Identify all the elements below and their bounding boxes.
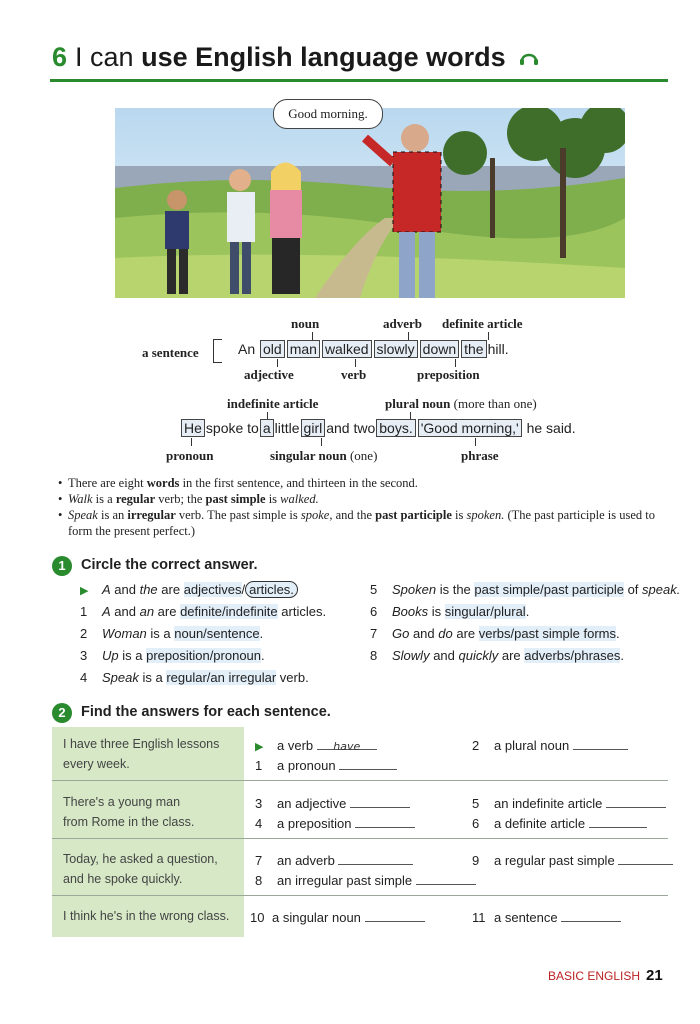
answer-item: 9 a regular past simple: [472, 853, 673, 868]
label-definite-article: definite article: [442, 316, 523, 331]
unit-number: 6: [52, 42, 68, 72]
answer-item: 5 an indefinite article: [472, 796, 666, 811]
sentence-row-2: There's a young man from Rome in the class.: [63, 795, 195, 829]
exercise-1-item: 8 Slowly and quickly are adverbs/phrases.: [370, 648, 625, 663]
row-divider: [52, 838, 668, 839]
label-preposition: preposition: [417, 367, 480, 382]
label-indefinite-article: indefinite article: [227, 396, 319, 411]
label-adjective: adjective: [244, 367, 294, 382]
circled-answer[interactable]: articles.: [245, 581, 298, 598]
answer-item: 7 an adverb: [255, 853, 413, 868]
note-item: • Speak is an irregular verb. The past simple is spoke, and the past participle is spoken. (The past participle is used to form the present perfect.): [58, 507, 658, 539]
title-light: I can: [75, 42, 134, 72]
row-divider: [52, 780, 668, 781]
speech-bubble: Good morning.: [273, 99, 383, 129]
row-divider: [52, 895, 668, 896]
answer-blank[interactable]: [339, 758, 397, 770]
answer-blank[interactable]: [573, 738, 628, 750]
label-adverb: adverb: [383, 316, 422, 331]
answer-item: 2 a plural noun: [472, 738, 628, 753]
sentence-label: a sentence: [142, 345, 199, 360]
exercise-1-example: ▶ A and the are adjectives/ articles.: [80, 582, 298, 597]
title-bold: use English language words: [141, 42, 506, 72]
answer-item: 3 an adjective: [255, 796, 410, 811]
label-noun: noun: [291, 316, 320, 331]
answer-item: 4 a preposition: [255, 816, 415, 831]
exercise-1-item: 1 A and an are definite/indefinite articles.: [80, 604, 327, 619]
answer-options[interactable]: verbs/past simple forms: [478, 626, 617, 641]
note-item: • There are eight words in the first sentence, and thirteen in the second.: [58, 475, 658, 491]
book-title: BASIC ENGLISH: [548, 969, 641, 983]
answer-blank[interactable]: [365, 910, 425, 922]
exercise-1-item: 3 Up is a preposition/pronoun.: [80, 648, 265, 663]
sentence-row-1: I have three English lessons every week.: [63, 737, 220, 771]
label-verb: verb: [341, 367, 367, 382]
sentence-2: He spoke to a little girl and two boys. 'Good morning,' he said.: [180, 420, 576, 436]
park-illustration: [115, 108, 625, 298]
label-singular-noun: singular noun (one): [270, 448, 378, 463]
label-phrase: phrase: [461, 448, 499, 463]
exercise-1-heading: Circle the correct answer.: [81, 557, 258, 573]
exercise-2-badge: 2: [52, 703, 72, 723]
sentence-1: An old man walked slowly down the hill.: [238, 341, 509, 357]
play-arrow-icon: ▶: [255, 741, 264, 753]
answer-item: 11 a sentence: [472, 910, 621, 925]
answer-item: 10 a singular noun: [250, 910, 425, 925]
exercise-1-item: 7 Go and do are verbs/past simple forms.: [370, 626, 620, 641]
answer-item: 8 an irregular past simple: [255, 873, 476, 888]
sentence-row-3: Today, he asked a question, and he spoke quickly.: [63, 852, 218, 886]
note-item: • Walk is a regular verb; the past simple is walked.: [58, 491, 658, 507]
exercise-1-item: 6 Books is singular/plural.: [370, 604, 530, 619]
answer-blank[interactable]: [606, 796, 666, 808]
answer-blank[interactable]: [618, 853, 673, 865]
answer-options[interactable]: adverbs/phrases: [524, 648, 621, 663]
exercise-1-item: 5 Spoken is the past simple/past participle of speak.: [370, 582, 681, 597]
exercise-1-badge: 1: [52, 556, 72, 576]
title-divider: [50, 79, 668, 82]
sentence-bracket: [213, 339, 222, 363]
answer-options[interactable]: noun/sentence: [174, 626, 260, 641]
page-title: [52, 42, 539, 74]
answer-item: 6 a definite article: [472, 816, 647, 831]
answer-options[interactable]: regular/an irregular: [166, 670, 277, 685]
exercise-1-item: 4 Speak is a regular/an irregular verb.: [80, 670, 309, 685]
girl-figure: [270, 163, 302, 295]
answer-blank[interactable]: [350, 796, 410, 808]
label-plural-noun: plural noun (more than one): [385, 396, 537, 411]
sentence-row-4: I think he's in the wrong class.: [63, 909, 230, 923]
exercise-1-item: 2 Woman is a noun/sentence.: [80, 626, 264, 641]
answer-blank[interactable]: [589, 816, 647, 828]
answer-blank[interactable]: [338, 853, 413, 865]
exercise-2-heading: Find the answers for each sentence.: [81, 704, 331, 720]
answer-blank[interactable]: [355, 816, 415, 828]
page-footer: [548, 967, 663, 984]
answer-options[interactable]: singular/plural: [444, 604, 526, 619]
answer-options[interactable]: past simple/past participle: [474, 582, 624, 597]
answer-blank[interactable]: [561, 910, 621, 922]
answer-item: 1 a pronoun: [255, 758, 397, 773]
audio-icon[interactable]: [519, 43, 539, 74]
answer-blank[interactable]: have: [317, 738, 377, 750]
play-arrow-icon: ▶: [80, 585, 89, 597]
answer-blank[interactable]: [416, 873, 476, 885]
answer-options[interactable]: definite/indefinite: [180, 604, 278, 619]
answer-options[interactable]: preposition/pronoun: [146, 648, 262, 663]
notes-list: [58, 475, 658, 539]
label-pronoun: pronoun: [166, 448, 214, 463]
page-number: 21: [646, 967, 663, 984]
answer-item: ▶ a verb have: [255, 738, 377, 753]
